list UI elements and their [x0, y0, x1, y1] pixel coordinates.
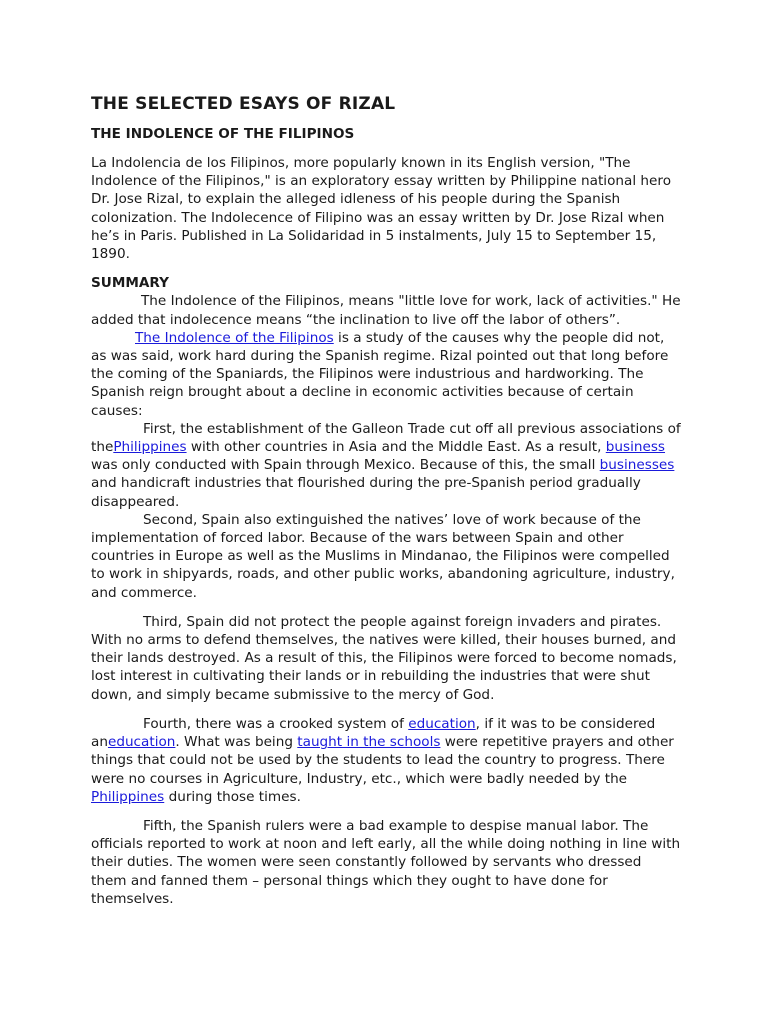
businesses-link[interactable]: businesses	[599, 457, 675, 474]
indolence-link[interactable]: The Indolence of the Filipinos	[135, 329, 334, 346]
paragraph-text: was only conducted with Spain through Mexico. Because of this, the small	[91, 457, 600, 474]
paragraph-text: , if it was to be considered an	[91, 715, 656, 751]
philippines-link[interactable]: Philippines	[113, 439, 187, 456]
second-cause-paragraph: Second, Spain also extinguished the natives’ love of work because of the implementation of forced labor. Because of the wars between Spain and other countries in Europe as well as the Muslims in Mindanao, the Filipinos were compelled to work in shipyards, roads, and other public works, abandoning agriculture, industry, and commerce.	[91, 511, 675, 601]
summary-heading: SUMMARY	[91, 275, 169, 292]
first-cause-paragraph	[91, 420, 681, 511]
education-link-2[interactable]: education	[107, 734, 176, 751]
essay-subtitle: THE INDOLENCE OF THE FILIPINOS	[91, 126, 355, 142]
document-page	[91, 93, 681, 908]
paragraph-text: and handicraft industries that flourished during the pre-Spanish period gradually disappeared.	[91, 475, 641, 510]
paragraph-text: is a study of the causes why the people did not, as was said, work hard during the Spanish regime. Rizal pointed out that long before the coming of the Spaniards, the Filipinos were industrious and hardworking. The Spanish reign brought about a decline in economic activities because of certain causes:	[91, 329, 669, 419]
fourth-cause-paragraph	[91, 715, 681, 806]
paragraph-text: First, the establishment of the Galleon Trade cut off all previous associations of the	[91, 420, 681, 456]
paragraph-text: with other countries in Asia and the Middle East. As a result,	[186, 439, 606, 456]
summary-paragraph-2	[91, 329, 681, 420]
third-cause-paragraph: Third, Spain did not protect the people against foreign invaders and pirates. With no arms to defend themselves, the natives were killed, their houses burned, and their lands destroyed. As a result of this, the Filipinos were forced to become nomads, lost interest in cultivating their lands or in rebuilding the industries that were shut down, and simply became submissive to the mercy of God.	[91, 613, 677, 703]
summary-paragraph-1: The Indolence of the Filipinos, means "little love for work, lack of activities." He added that indolecence means “the inclination to live off the labor of others”.	[91, 293, 681, 328]
paragraph-text: were repetitive prayers and other things that could not be used by the students to lead the country to progress. There were no courses in Agriculture, Industry, etc., which were badly needed by the	[91, 734, 674, 787]
taught-in-schools-link[interactable]: taught in the schools	[297, 734, 441, 751]
paragraph-text: . What was being	[175, 734, 298, 751]
paragraph-text: Fourth, there was a crooked system of	[143, 715, 409, 732]
document-title: THE SELECTED ESAYS OF RIZAL	[91, 94, 396, 114]
fifth-cause-paragraph: Fifth, the Spanish rulers were a bad example to despise manual labor. The officials reported to work at noon and left early, all the while doing nothing in line with their duties. The women were seen constantly followed by servants who dressed them and fanned them – personal things which they ought to have done for themselves.	[91, 817, 681, 907]
business-link[interactable]: business	[605, 439, 666, 456]
philippines-link-2[interactable]: Philippines	[91, 788, 165, 805]
intro-paragraph: La Indolencia de los Filipinos, more popularly known in its English version, "The Indolence of the Filipinos," is an exploratory essay written by Philippine national hero Dr. Jose Rizal, to explain the alleged idleness of his people during the Spanish colonization. The Indolecence of Filipino was an essay written by Dr. Jose Rizal when he’s in Paris. Published in La Solidaridad in 5 instalments, July 15 to September 15, 1890.	[91, 155, 672, 263]
paragraph-text: during those times.	[164, 788, 301, 805]
education-link[interactable]: education	[408, 715, 476, 732]
